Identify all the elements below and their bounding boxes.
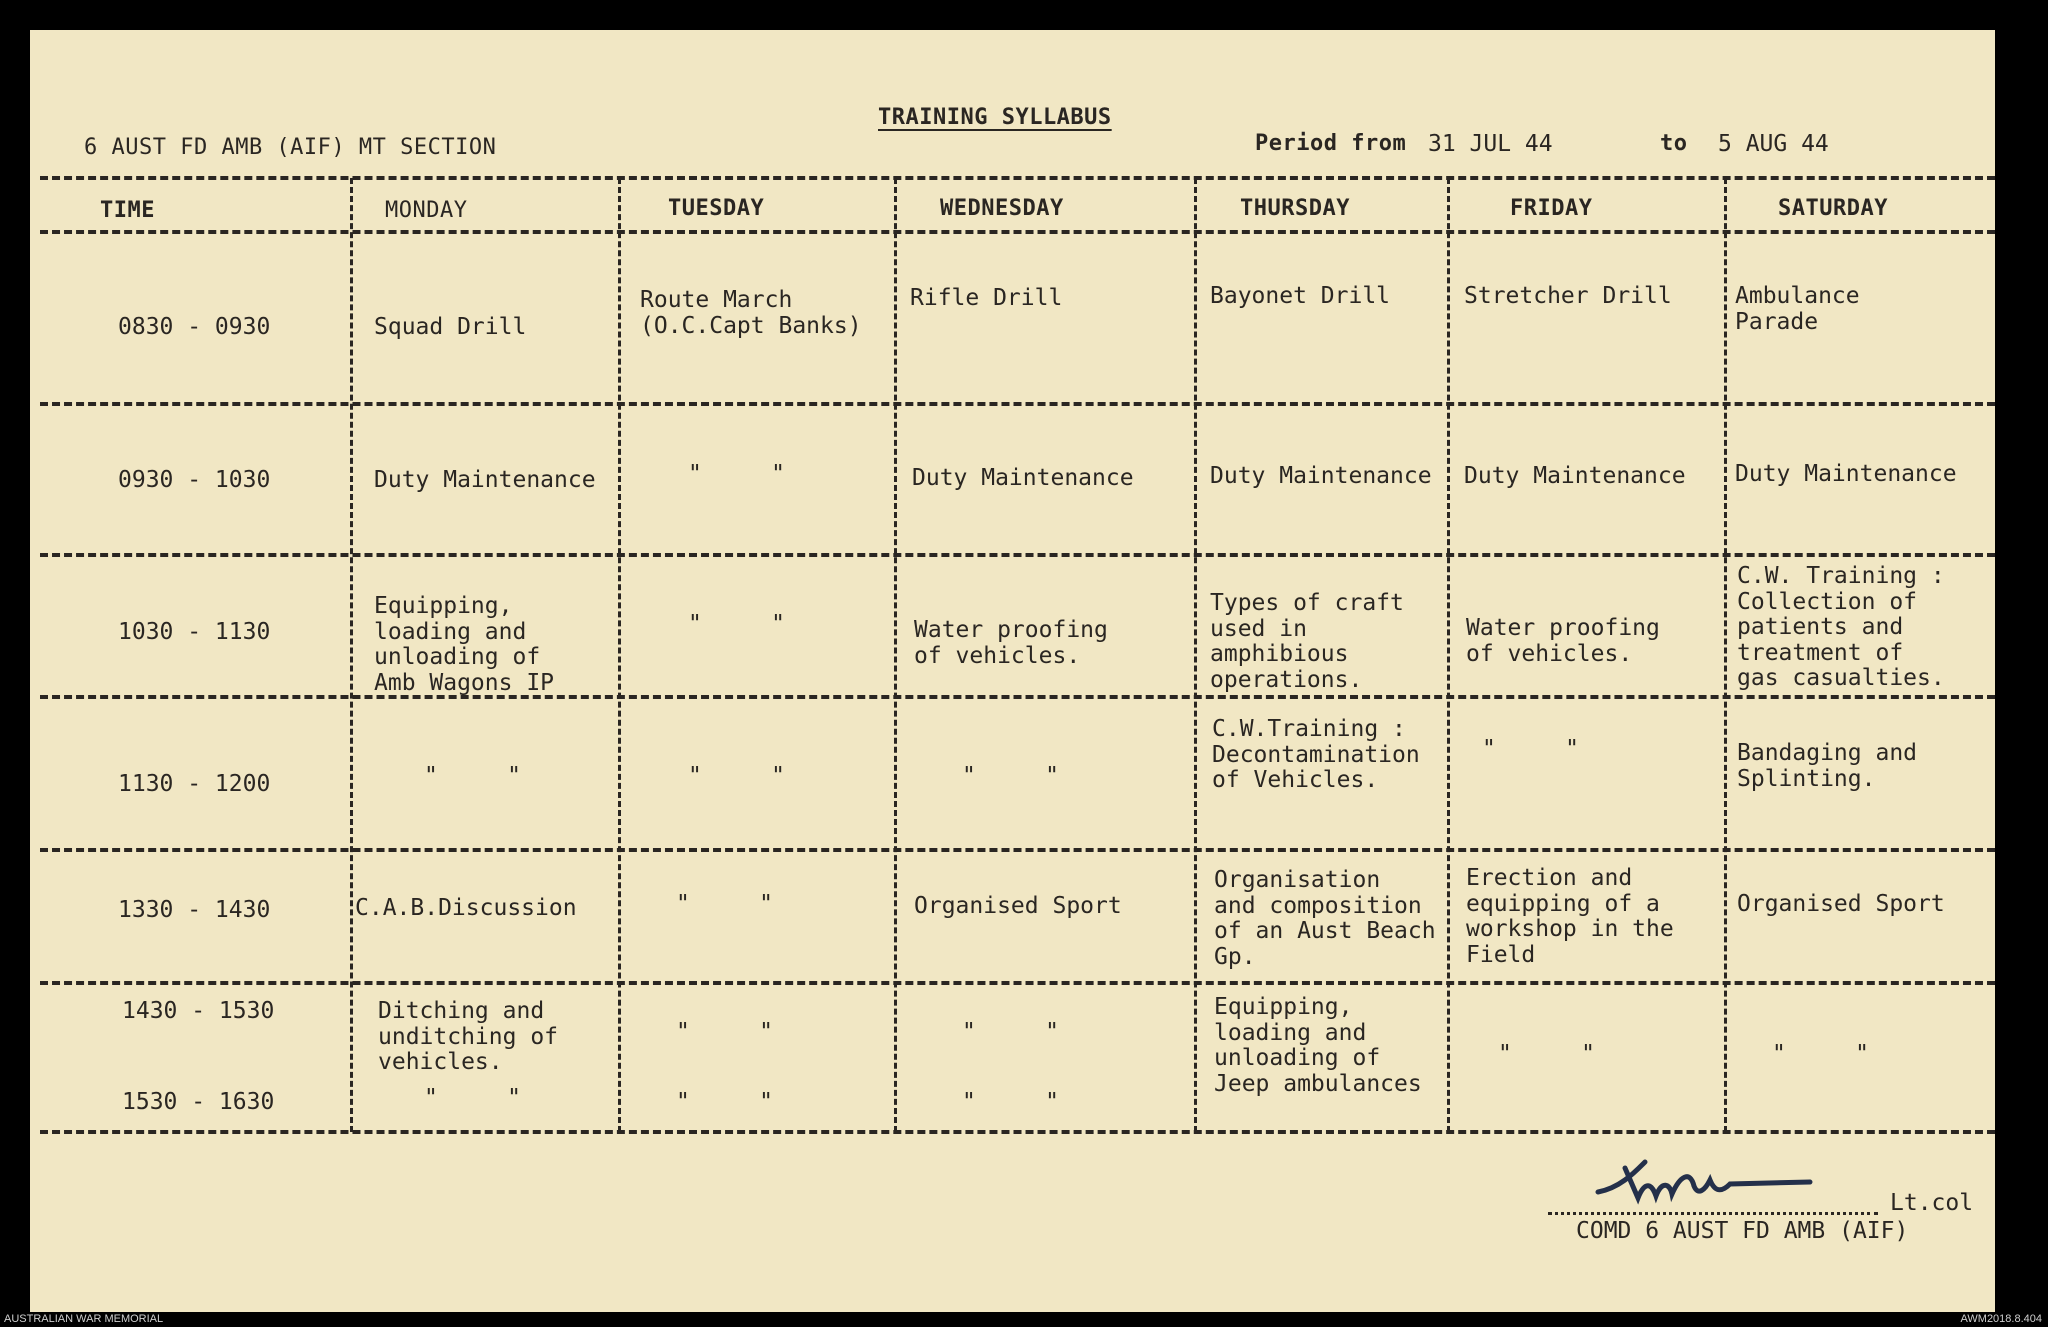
- period-to-label: to: [1660, 131, 1688, 156]
- column-header-saturday: SATURDAY: [1778, 196, 1888, 221]
- table-rule: [40, 981, 1995, 985]
- table-cell: Equipping, loading and unloading of Amb Wagons IP: [374, 593, 555, 696]
- table-cell: Equipping, loading and unloading of Jeep ambulances: [1214, 994, 1422, 1097]
- table-cell: Organised Sport: [1737, 891, 1945, 917]
- table-cell: Erection and equipping of a workshop in the Field: [1466, 865, 1674, 968]
- column-rule: [1194, 178, 1197, 1132]
- table-cell: " ": [1482, 736, 1579, 762]
- table-cell: Duty Maintenance: [1464, 463, 1686, 489]
- table-cell: Squad Drill: [374, 314, 527, 340]
- table-cell: " ": [1772, 1041, 1869, 1067]
- table-cell: Bandaging and Splinting.: [1737, 740, 1918, 792]
- table-rule: [40, 402, 1995, 406]
- table-cell: C.W.Training : Decontamination of Vehicles.: [1212, 716, 1420, 793]
- table-cell: " ": [424, 763, 521, 789]
- time-cell: 1330 - 1430: [118, 897, 271, 923]
- table-rule: [40, 1130, 1995, 1134]
- table-rule: [40, 695, 1995, 699]
- time-cell: 1430 - 1530: [122, 998, 275, 1024]
- table-cell: " ": [688, 461, 785, 487]
- document-title: TRAINING SYLLABUS: [878, 105, 1112, 130]
- table-cell: " ": [676, 1019, 773, 1045]
- column-header-tuesday: TUESDAY: [668, 196, 765, 221]
- table-cell: Duty Maintenance: [1210, 463, 1432, 489]
- table-cell: Organised Sport: [914, 893, 1122, 919]
- archive-accession-number: AWM2018.8.404: [1960, 1313, 2042, 1325]
- table-cell: " ": [688, 611, 785, 637]
- time-cell: 1130 - 1200: [118, 771, 271, 797]
- table-cell: Water proofing of vehicles.: [914, 617, 1108, 669]
- table-cell: C.W. Training : Collection of patients and treatment of gas casualties.: [1737, 563, 1945, 691]
- column-header-friday: FRIDAY: [1510, 196, 1593, 221]
- signatory-appointment: COMD 6 AUST FD AMB (AIF): [1576, 1218, 1909, 1244]
- column-rule: [1724, 178, 1727, 1132]
- table-cell: " ": [676, 891, 773, 917]
- table-cell: " ": [962, 1019, 1059, 1045]
- table-cell: Water proofing of vehicles.: [1466, 615, 1660, 667]
- table-cell: " ": [962, 1089, 1059, 1115]
- table-cell: Duty Maintenance: [1735, 461, 1957, 487]
- time-cell: 1030 - 1130: [118, 619, 271, 645]
- column-rule: [1447, 178, 1450, 1132]
- period-label: Period from: [1255, 131, 1407, 156]
- table-cell: Ambulance Parade: [1735, 283, 1860, 335]
- table-cell: Types of craft used in amphibious operations.: [1210, 590, 1404, 693]
- signatory-rank: Lt.col: [1890, 1190, 1974, 1216]
- table-cell: " ": [424, 1085, 521, 1111]
- time-cell: 0930 - 1030: [118, 467, 271, 493]
- table-rule: [40, 176, 1995, 180]
- table-cell: Rifle Drill: [910, 285, 1063, 311]
- table-cell: Bayonet Drill: [1210, 283, 1391, 309]
- period-to: 5 AUG 44: [1718, 131, 1829, 157]
- table-cell: " ": [962, 763, 1059, 789]
- period-from: 31 JUL 44: [1428, 131, 1553, 157]
- document-page: [30, 30, 1995, 1312]
- column-header-thursday: THURSDAY: [1240, 196, 1350, 221]
- table-cell: Organisation and composition of an Aust Beach Gp.: [1214, 867, 1436, 970]
- signature-line: [1548, 1212, 1878, 1215]
- table-cell: Duty Maintenance: [912, 465, 1134, 491]
- table-cell: Route March (O.C.Capt Banks): [640, 287, 862, 339]
- table-rule: [40, 553, 1995, 557]
- time-cell: 0830 - 0930: [118, 314, 271, 340]
- table-cell: " ": [688, 763, 785, 789]
- time-cell: 1530 - 1630: [122, 1089, 275, 1115]
- column-rule: [350, 178, 353, 1132]
- table-cell: " ": [1498, 1041, 1595, 1067]
- archive-footer-bar: [0, 1312, 2048, 1327]
- table-cell: Ditching and unditching of vehicles.: [378, 998, 559, 1075]
- archive-credit: AUSTRALIAN WAR MEMORIAL: [4, 1313, 164, 1325]
- column-header-wednesday: WEDNESDAY: [940, 196, 1064, 221]
- table-cell: " ": [676, 1089, 773, 1115]
- table-rule: [40, 848, 1995, 852]
- table-cell: Duty Maintenance: [374, 467, 596, 493]
- column-rule: [618, 178, 621, 1132]
- table-rule: [40, 230, 1995, 234]
- column-header-time: TIME: [100, 198, 155, 223]
- column-rule: [894, 178, 897, 1132]
- column-header-monday: MONDAY: [385, 198, 468, 223]
- handwritten-signature: [1590, 1150, 1820, 1210]
- table-cell: Stretcher Drill: [1464, 283, 1672, 309]
- unit-heading: 6 AUST FD AMB (AIF) MT SECTION: [84, 135, 497, 160]
- table-cell: C.A.B.Discussion: [355, 895, 577, 921]
